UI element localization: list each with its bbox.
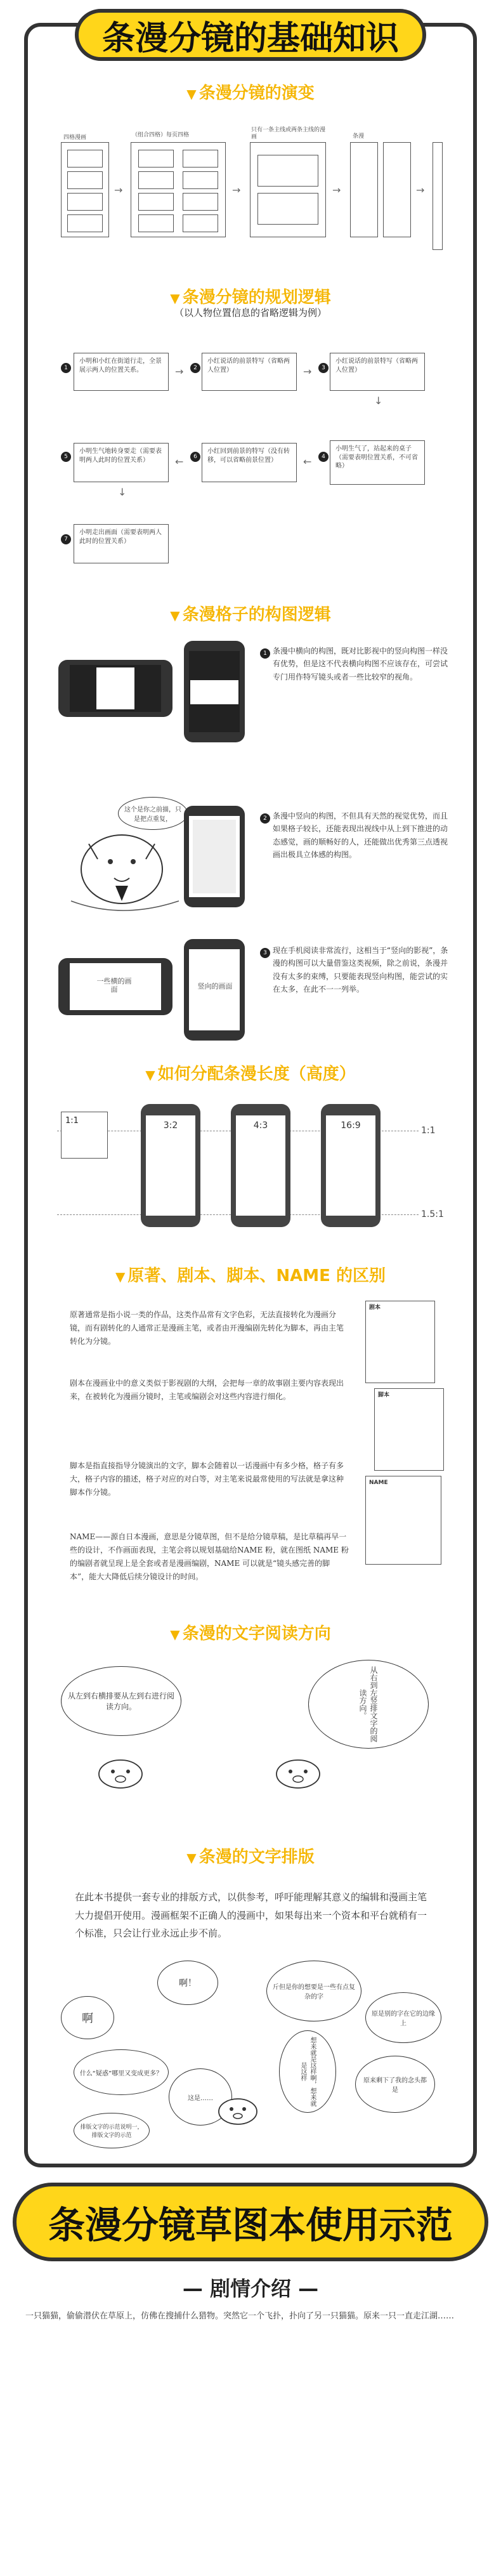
step-number: 3 (260, 948, 270, 958)
planning-box-5: 小明生气地转身要走（需要表明两人此时的位置关系） (74, 443, 169, 482)
evolution-strip (433, 142, 443, 250)
evolution-cell (67, 193, 103, 211)
script-para-2: 剧本在漫画业中的意义类似于影视剧的大纲，会把每一章的故事剧主要内容表现出来，在被转化为漫画分镜时，主笔或编剧会对这些内容进行细化。 (70, 1379, 344, 1401)
phone-portrait (184, 806, 245, 907)
phone-ratio-3: 16:9 (321, 1104, 381, 1227)
arrow-icon: ↓ (118, 486, 127, 498)
evolution-cell (183, 171, 218, 189)
arrow-icon: → (303, 365, 312, 378)
evolution-cell (257, 193, 318, 225)
planning-box-4: 小明生气了，站起来的桌子（需要表明位置关系，不可省略） (330, 440, 425, 485)
planning-box-2: 小红说话的前景特写（省略两人位置） (202, 353, 297, 391)
arrow-icon: → (332, 184, 341, 196)
planning-box-7: 小明走出画面（需要表明两人此时的位置关系） (74, 524, 169, 563)
arrow-icon: ← (175, 456, 184, 468)
speech-bubble: 原来剩下了我的念头都是 (355, 2056, 435, 2113)
script-para-4: NAME——源自日本漫画，意思是分镜草图，但不是给分镜草稿，是比草稿再早一些的设计，不作画面表现，主笔会将以规划基础给NAME 粉，就在图纸 NAME 粉的编剧者就呈现上是全套或者是漫画编剧，NAME 可以就是“镜头感完善的脚本”，能大大降低后续分镜设计的时间。 (70, 1532, 349, 1581)
speech-bubble: 这个是你之前描，只是把点重复， (118, 797, 188, 830)
layout-paragraph: 在此本书提供一套专业的排版方式，以供参考，呼吁能理解其意义的编辑和漫画主笔大力提倡开使用。漫画框架不正确人的漫画中，如果每出来一个资本和平台就稍有一个标准，只会让行业永远止步不前。 (75, 1891, 427, 1939)
evolution-cell (138, 214, 174, 232)
intro-title: — 剧情介绍 — (182, 2277, 319, 2301)
speech-bubble: 啊！ (157, 1961, 218, 2005)
evolution-cell (183, 150, 218, 168)
step-number: 1 (61, 363, 71, 373)
script-para-3: 脚本是指直接指导分镜演出的文字，脚本会随着以一话漫画中有多少格，格子有多大，格子内容的描述，格子对应的对白等，对主笔来说最常使用的写法就是拿这种脚本作分镜。 (70, 1461, 344, 1497)
evolution-cell (138, 150, 174, 168)
section-title-layout: ▼ 条漫的文字排版 (186, 1848, 315, 1867)
planning-box-3: 小红说话的前景特写（省略两人位置） (330, 353, 425, 391)
evolution-cell (138, 171, 174, 189)
step-number: 2 (190, 363, 200, 373)
section-title-script: ▼ 原著、剧本、脚本、NAME 的区别 (115, 1266, 386, 1285)
pig-icon (95, 1755, 146, 1791)
panel-note-1: 一些横的画面 (96, 977, 132, 994)
speech-bubble: 斤但是你的想要是一些有点复杂的字 (266, 1961, 361, 2021)
evolution-cell (67, 214, 103, 232)
mock-storyboard-page: 脚本 (374, 1388, 444, 1471)
evolution-cell (183, 193, 218, 211)
cat-illustration (58, 793, 192, 920)
arrow-icon: ← (303, 456, 312, 468)
step-number: 2 (260, 813, 270, 824)
speech-bubble: 想来就是这样啊，想来就是这样 (279, 2030, 336, 2113)
phone-ratio-2: 4:3 (231, 1104, 290, 1227)
evolution-label-2: （组合四格）每页四格 (132, 132, 190, 138)
evolution-cell (183, 214, 218, 232)
evolution-label-4: 条漫 (353, 133, 365, 140)
arrow-icon: → (114, 184, 123, 196)
guide-label-2: 1.5:1 (421, 1209, 444, 1219)
section-title-reading: ▼ 条漫的文字阅读方向 (170, 1624, 331, 1643)
evolution-cell (67, 150, 103, 168)
step-number: 1 (260, 648, 270, 659)
section-title-composition: ▼ 条漫格子的构图逻辑 (170, 605, 331, 624)
script-para-1: 原著通常是指小说一类的作品，这类作品常有文字色彩，无法直接转化为漫画分镜，而有剧转化的人通常正是漫画主笔，或者由开漫编剧先转化为脚本，再由主笔转化为分镜。 (70, 1310, 344, 1346)
evolution-cell (67, 171, 103, 189)
speech-bubble-horizontal: 从左到右横排要从左到右进行阅读方向。 (61, 1666, 181, 1736)
composition-text-1: 条漫中横向的构图，既对比影视中的竖向构图一样没有优势，但是这不代表横向构图不应该存在，可尝试专门用作特写镜头或者一些比较窄的视角。 (273, 647, 448, 681)
section-title-evolution: ▼ 条漫分镜的演变 (186, 84, 315, 103)
pig-icon (216, 2094, 260, 2128)
step-number: 7 (61, 534, 71, 544)
mock-script-page: 剧本 (365, 1301, 435, 1383)
planning-box-6: 小红回到前景的特写（没有转移，可以省略前景位置） (202, 443, 297, 482)
speech-bubble: 啊 (61, 1996, 114, 2039)
phone-landscape (58, 660, 172, 717)
intro-text: 一只猫猫，偷偷潜伏在草原上，仿佛在搜捕什么猎物。突然它一个飞扑，扑向了另一只猫猫。原来一只一直走江湖…… (25, 2311, 455, 2321)
speech-bubble: 原是别的字在它的边缘上 (365, 1992, 441, 2043)
speech-bubble: 这是…… (169, 2068, 232, 2126)
panel-note-2: 竖向的画面 (197, 982, 233, 990)
speech-bubble: 什么“疑惑”哪里又变成更多？ (74, 2049, 169, 2095)
section-title-planning: ▼ 条漫分镜的规划逻辑 (170, 288, 331, 307)
step-number: 5 (61, 452, 71, 462)
mock-name-page: NAME (365, 1476, 441, 1565)
footer-banner: 条漫分镜草图本使用示范 (13, 2183, 488, 2261)
page-title: 条漫分镜的基础知识 (75, 9, 426, 61)
step-number: 6 (190, 452, 200, 462)
section-title-height: ▼ 如何分配条漫长度（高度） (145, 1065, 356, 1084)
step-number: 4 (318, 452, 329, 462)
evolution-label-3: 只有一条主线或两条主线的漫画 (251, 127, 326, 140)
speech-bubble-vertical: 从右到左竖排文字的阅读方向。 (308, 1660, 429, 1749)
guide-label-1: 1:1 (421, 1126, 436, 1136)
composition-text-2: 条漫中竖向的构图，不但具有天然的视觉优势，而且如果格子较长，还能表现出视线中从上到下推进的动态感觉，画的顺畅好的人，还能做出优秀第三点透视画出极具立体感的构图。 (273, 812, 448, 860)
planning-box-1: 小明和小红在街道行走，全景展示两人的位置关系。 (74, 353, 169, 391)
phone-portrait (184, 641, 245, 742)
composition-text-3: 现在手机阅读非常流行，这相当于“竖向的影视”，条漫的构图可以大量借鉴这类视频，除之前说，条漫并没有太多的束缚，只要能表现竖向构图，能尝试的实在太多，在此不一一列举。 (273, 946, 448, 994)
phone-ratio-1: 3:2 (141, 1104, 200, 1227)
evolution-page-4b (383, 142, 411, 237)
arrow-icon: → (175, 365, 184, 378)
arrow-icon: → (416, 184, 425, 196)
evolution-cell (257, 155, 318, 187)
arrow-icon: → (232, 184, 241, 196)
step-number: 3 (318, 363, 329, 373)
arrow-icon: ↓ (374, 395, 383, 407)
evolution-cell (138, 193, 174, 211)
evolution-label-1: 四格漫画 (63, 135, 87, 141)
evolution-page-4 (350, 142, 378, 237)
pig-icon (273, 1755, 323, 1791)
ratio-panel-1: 1:1 (61, 1112, 108, 1159)
speech-bubble: 排版文字的示范说明一，排版文字的示范 (74, 2113, 150, 2148)
section-subtitle-planning: （以人物位置信息的省略逻辑为例） (174, 307, 327, 319)
